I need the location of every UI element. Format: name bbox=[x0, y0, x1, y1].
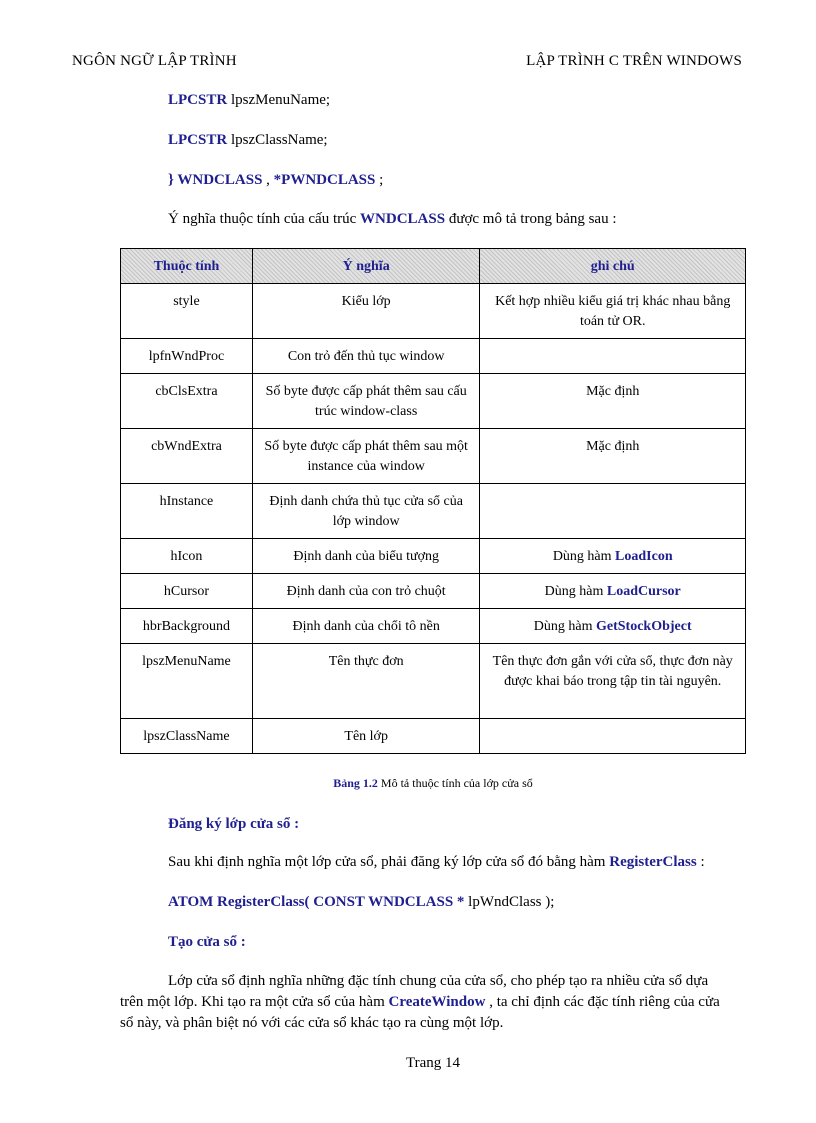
header-left: NGÔN NGỮ LẬP TRÌNH bbox=[72, 53, 237, 69]
note-cell bbox=[480, 339, 746, 374]
meaning-cell: Định danh của con trỏ chuột bbox=[252, 574, 480, 609]
register-text: Sau khi định nghĩa một lớp cửa sổ, phải đăng ký lớp cửa sổ đó bằng hàm bbox=[168, 854, 610, 870]
code-keyword: LPCSTR bbox=[168, 132, 228, 148]
property-name-cell: lpszClassName bbox=[121, 719, 253, 754]
meaning-cell: Định danh của biểu tượng bbox=[252, 539, 480, 574]
table-row bbox=[121, 644, 746, 719]
meaning-cell: Định danh chứa thủ tục cửa sổ của lớp window bbox=[252, 484, 480, 539]
property-name-cell: hCursor bbox=[121, 574, 253, 609]
property-name-cell: cbWndExtra bbox=[121, 429, 253, 484]
note-text: Tên thực đơn gắn với cửa sổ, thực đơn này được khai báo trong tập tin tài nguyên. bbox=[492, 654, 733, 689]
table-row bbox=[121, 574, 746, 609]
meaning-cell: Kiểu lớp bbox=[252, 284, 480, 339]
column-header: Ý nghĩa bbox=[252, 249, 480, 284]
header-right: LẬP TRÌNH C TRÊN WINDOWS bbox=[526, 53, 742, 69]
note-cell bbox=[480, 609, 746, 644]
note-cell bbox=[480, 719, 746, 754]
meaning-cell: Số byte được cấp phát thêm sau cấu trúc window-class bbox=[252, 374, 480, 429]
code-text: lpszMenuName; bbox=[227, 92, 331, 108]
column-header: ghi chú bbox=[480, 249, 746, 284]
meaning-cell: Tên lớp bbox=[252, 719, 480, 754]
register-text-end: : bbox=[696, 854, 705, 870]
code-line-struct-end bbox=[168, 172, 383, 189]
note-text: Mặc định bbox=[586, 439, 640, 454]
table-row bbox=[121, 609, 746, 644]
table-header-row bbox=[121, 249, 746, 284]
register-function: RegisterClass bbox=[609, 854, 697, 870]
intro-text-end: được mô tả trong bảng sau : bbox=[445, 211, 617, 227]
note-cell bbox=[480, 484, 746, 539]
property-name-cell: hInstance bbox=[121, 484, 253, 539]
note-text: Dùng hàm bbox=[552, 549, 616, 564]
note-text: Dùng hàm bbox=[533, 619, 596, 634]
property-name-cell: hIcon bbox=[121, 539, 253, 574]
code-keyword: LPCSTR bbox=[168, 92, 228, 108]
code-text: lpszClassName; bbox=[227, 132, 328, 148]
table-row bbox=[121, 429, 746, 484]
table-row bbox=[121, 719, 746, 754]
properties-table bbox=[120, 248, 746, 754]
note-cell bbox=[480, 539, 746, 574]
section-heading-register: Đăng ký lớp cửa sổ : bbox=[168, 816, 300, 832]
meaning-cell: Tên thực đơn bbox=[252, 644, 480, 719]
table-row bbox=[121, 539, 746, 574]
meaning-cell: Số byte được cấp phát thêm sau một instance của window bbox=[252, 429, 480, 484]
register-code-text: lpWndClass ); bbox=[464, 894, 555, 910]
page-number: Trang 14 bbox=[405, 1055, 461, 1071]
note-cell bbox=[480, 644, 746, 719]
code-text: , bbox=[262, 172, 274, 188]
code-line-menuname bbox=[168, 92, 330, 109]
property-name-cell: lpszMenuName bbox=[121, 644, 253, 719]
intro-keyword: WNDCLASS bbox=[360, 211, 446, 227]
note-function-name: LoadIcon bbox=[615, 549, 673, 564]
code-keyword: *PWNDCLASS bbox=[273, 172, 376, 188]
code-text: ; bbox=[375, 172, 384, 188]
meaning-cell: Định danh của chổi tô nền bbox=[252, 609, 480, 644]
note-text: Mặc định bbox=[586, 384, 640, 399]
property-name-cell: style bbox=[121, 284, 253, 339]
property-name-cell: hbrBackground bbox=[121, 609, 253, 644]
create-text: Lớp cửa sổ định nghĩa những đặc tính chung của cửa sổ, cho phép tạo ra nhiều cửa sổ dựa trên một lớp. Khi tạo ra một cửa sổ của hàm bbox=[120, 973, 709, 1010]
create-function: CreateWindow bbox=[388, 994, 486, 1010]
create-text-end: , ta chỉ định các đặc tính riêng của cửa sổ này, và phân biệt nó với các cửa sổ khác tạo ra cùng một lớp. bbox=[120, 994, 720, 1031]
code-keyword: } WNDCLASS bbox=[168, 172, 263, 188]
register-code bbox=[168, 894, 554, 911]
table-row bbox=[121, 284, 746, 339]
note-cell bbox=[480, 429, 746, 484]
intro-text: Ý nghĩa thuộc tính của cấu trúc bbox=[168, 211, 361, 227]
caption-label: Bảng 1.2 bbox=[333, 776, 378, 790]
register-paragraph bbox=[168, 854, 705, 871]
caption-text: Mô tả thuộc tính của lớp cửa sổ bbox=[377, 776, 533, 790]
intro-paragraph bbox=[168, 211, 617, 228]
note-cell bbox=[480, 374, 746, 429]
register-code-keyword: ATOM RegisterClass( CONST WNDCLASS * bbox=[168, 894, 465, 910]
column-header: Thuộc tính bbox=[121, 249, 253, 284]
note-cell bbox=[480, 574, 746, 609]
note-function-name: GetStockObject bbox=[596, 619, 692, 634]
property-name-cell: cbClsExtra bbox=[121, 374, 253, 429]
note-text: Dùng hàm bbox=[544, 584, 607, 599]
create-paragraph bbox=[120, 971, 732, 1034]
table-row bbox=[121, 339, 746, 374]
table-row bbox=[121, 484, 746, 539]
table-row bbox=[121, 374, 746, 429]
code-line-classname bbox=[168, 132, 328, 149]
table-caption bbox=[0, 776, 816, 791]
note-text: Kết hợp nhiều kiểu giá trị khác nhau bằng toán tử OR. bbox=[495, 294, 731, 329]
note-cell bbox=[480, 284, 746, 339]
meaning-cell: Con trỏ đến thủ tục window bbox=[252, 339, 480, 374]
property-name-cell: lpfnWndProc bbox=[121, 339, 253, 374]
section-heading-create: Tạo cửa sổ : bbox=[168, 934, 246, 950]
note-function-name: LoadCursor bbox=[606, 584, 681, 599]
